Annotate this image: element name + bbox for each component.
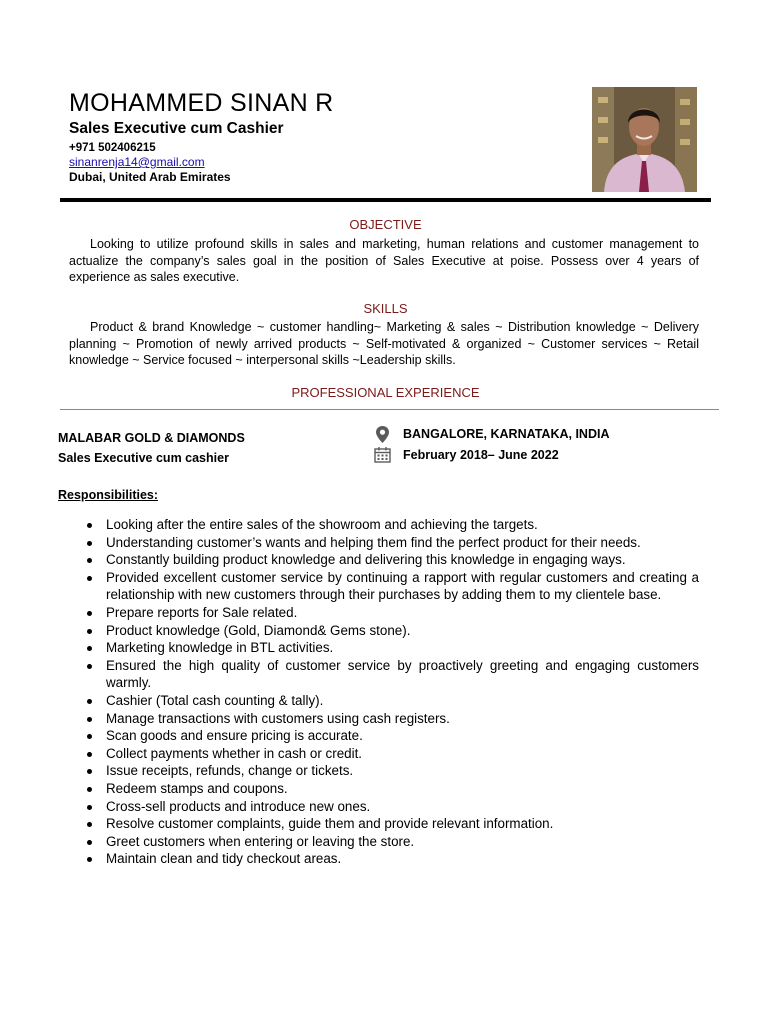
list-item: Manage transactions with customers using cash registers.: [82, 710, 699, 728]
list-item: Product knowledge (Gold, Diamond& Gems stone).: [82, 622, 699, 640]
email-link[interactable]: sinanrenja14@gmail.com: [69, 155, 205, 169]
list-item: Marketing knowledge in BTL activities.: [82, 639, 699, 657]
job-location-row: [374, 425, 609, 444]
profile-photo: [592, 87, 697, 192]
list-item: Constantly building product knowledge and delivering this knowledge in engaging ways.: [82, 551, 699, 569]
responsibilities-heading: Responsibilities:: [58, 488, 159, 502]
list-item: Ensured the high quality of customer service by proactively greeting and engaging customers warmly.: [82, 657, 699, 692]
responsibilities-list: [82, 516, 699, 868]
list-item: Prepare reports for Sale related.: [82, 604, 699, 622]
objective-text: Looking to utilize profound skills in sales and marketing, human relations and customer management to actualize the company’s sales goal in the position of Sales Executive at poise. Possess over 4 years of experience as sales executive.: [69, 237, 699, 285]
list-item: Scan goods and ensure pricing is accurate.: [82, 727, 699, 745]
list-item: Provided excellent customer service by continuing a rapport with regular customers and creating a relationship with new customers through their purchases by adding them to my clientele base.: [82, 569, 699, 604]
list-item: Resolve customer complaints, guide them and provide relevant information.: [82, 815, 699, 833]
list-item: Greet customers when entering or leaving the store.: [82, 833, 699, 851]
list-item: Redeem stamps and coupons.: [82, 780, 699, 798]
job-dates: February 2018– June 2022: [403, 448, 559, 462]
skills-text: Product & brand Knowledge ~ customer handling~ Marketing & sales ~ Distribution knowledge ~ Delivery planning ~ Promotion of newly arrived products ~ Self-motivated & organized ~ Customer services ~ Retail knowledge ~ Service focused ~ interpersonal skills ~Leadership skills.: [69, 320, 699, 368]
candidate-role: Sales Executive cum Cashier: [69, 120, 284, 137]
job-location: BANGALORE, KARNATAKA, INDIA: [403, 427, 610, 441]
list-item: Cross-sell products and introduce new ones.: [82, 798, 699, 816]
list-item: Maintain clean and tidy checkout areas.: [82, 850, 699, 868]
list-item: Issue receipts, refunds, change or tickets.: [82, 762, 699, 780]
list-item: Looking after the entire sales of the showroom and achieving the targets.: [82, 516, 699, 534]
skills-heading: SKILLS: [363, 301, 408, 316]
candidate-location: Dubai, United Arab Emirates: [69, 170, 231, 184]
profile-photo-illustration: [592, 87, 697, 192]
candidate-name: MOHAMMED SINAN R: [69, 89, 334, 117]
header-divider: [60, 198, 711, 202]
location-pin-icon: [374, 425, 391, 444]
job-dates-row: [374, 446, 559, 465]
list-item: Collect payments whether in cash or credit.: [82, 745, 699, 763]
experience-heading: PROFESSIONAL EXPERIENCE: [291, 385, 480, 400]
job-title: Sales Executive cum cashier: [58, 451, 229, 465]
experience-divider: [60, 409, 719, 410]
calendar-icon: [374, 446, 391, 465]
list-item: Understanding customer’s wants and helping them find the perfect product for their needs.: [82, 534, 699, 552]
list-item: Cashier (Total cash counting & tally).: [82, 692, 699, 710]
objective-heading: OBJECTIVE: [349, 217, 422, 232]
phone-number: +971 502406215: [69, 142, 156, 154]
company-name: MALABAR GOLD & DIAMONDS: [58, 431, 245, 445]
